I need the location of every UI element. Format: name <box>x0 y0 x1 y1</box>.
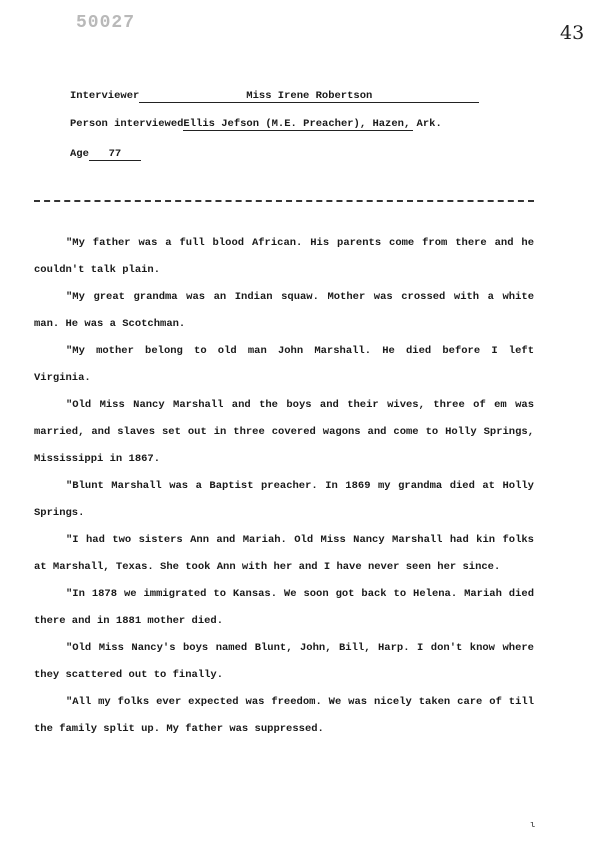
paragraph: "My mother belong to old man John Marshall. He died before I left Virginia. <box>34 345 534 384</box>
paragraph: "Blunt Marshall was a Baptist preacher. In 1869 my grandma died at Holly Springs. <box>34 480 534 519</box>
age-label: Age <box>70 148 89 160</box>
stray-mark: ι <box>530 820 536 830</box>
person-interviewed-value: Ellis Jefson (M.E. Preacher), Hazen, Ark. <box>183 118 442 130</box>
interview-body <box>34 230 534 743</box>
age-value: 77 <box>89 148 141 161</box>
paragraph: "In 1878 we immigrated to Kansas. We soon got back to Helena. Mariah died there and in 1881 mother died. <box>34 588 534 627</box>
interviewer-label: Interviewer <box>70 90 140 102</box>
interviewer-row <box>70 90 479 103</box>
person-interviewed-row <box>70 118 442 131</box>
dashed-separator <box>34 200 534 204</box>
paragraph: "Old Miss Nancy's boys named Blunt, John, Bill, Harp. I don't know where they scattered out to finally. <box>34 642 534 681</box>
paragraph: "Old Miss Nancy Marshall and the boys and their wives, three of em was married, and slaves set out in three covered wagons and come to Holly Springs, Mississippi in 1867. <box>34 399 534 465</box>
stamp-number: 50027 <box>76 13 136 33</box>
paragraph: "My great grandma was an Indian squaw. Mother was crossed with a white man. He was a Scotchman. <box>34 291 534 330</box>
person-interviewed-label: Person interviewed <box>70 118 184 130</box>
age-row <box>70 148 141 161</box>
interviewer-value: Miss Irene Robertson <box>139 90 479 103</box>
page-number: 43 <box>560 22 585 44</box>
paragraph: "All my folks ever expected was freedom. We was nicely taken care of till the family split up. My father was suppressed. <box>34 696 534 735</box>
paragraph: "I had two sisters Ann and Mariah. Old Miss Nancy Marshall had kin folks at Marshall, Texas. She took Ann with her and I have never seen her since. <box>34 534 534 573</box>
paragraph: "My father was a full blood African. His parents come from there and he couldn't talk plain. <box>34 237 534 276</box>
